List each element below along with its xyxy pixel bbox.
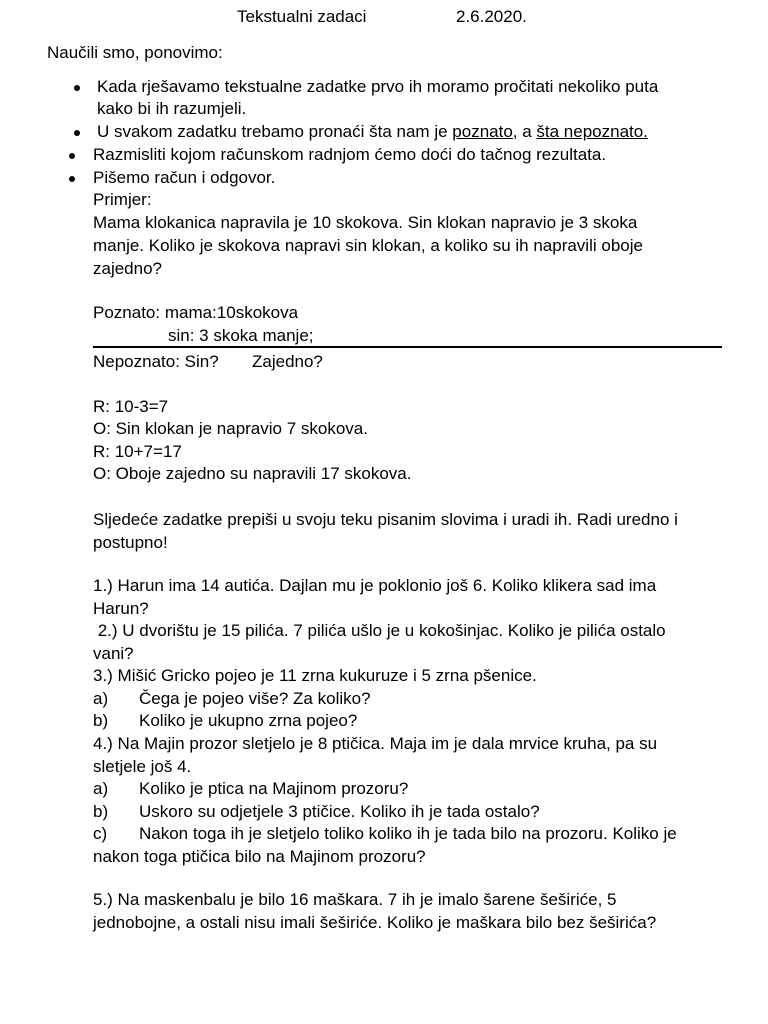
task-3: 3.) Mišić Gricko pojeo je 11 zrna kukuruze i 5 zrna pšenice. [93,666,537,685]
task-2-line-2: vani? [93,644,134,663]
task-4b: Uskoro su odjetjele 3 ptičice. Koliko ih je tada ostalo? [139,802,540,821]
task-4-line-2: sletjele još 4. [93,757,192,776]
task-3b-label: b) [93,711,109,730]
task-4a-label: a) [93,779,109,798]
instructions-line-2: postupno! [93,533,168,552]
bullet-2-prefix: U svakom zadatku trebamo pronaći šta nam je [97,122,453,141]
task-3a: Čega je pojeo više? Za koliko? [139,689,371,708]
example-text-line-1: Mama klokanica napravila je 10 skokova. Sin klokan napravio je 3 skoka [93,213,638,232]
unknown-label: Nepoznato: Sin? [93,352,219,371]
bullet-2-known: poznato [452,122,513,141]
answer-1: O: Sin klokan je napravio 7 skokova. [93,419,368,438]
task-4c-label: c) [93,824,108,843]
task-5-line-2: jednobojne, a ostali nisu imali šeširiće. Koliko je maškara bilo bez šeširića? [93,913,657,932]
task-2-line-1: 2.) U dvorištu je 15 pilića. 7 pilića ušlo je u kokošinjac. Koliko je pilića ostalo [93,621,666,640]
calc-2: R: 10+7=17 [93,442,182,461]
task-4c-line-1: Nakon toga ih je sletjelo toliko koliko ih je tada bilo na prozoru. Koliko je [139,824,677,843]
example-label: Primjer: [93,190,152,209]
calc-1: R: 10-3=7 [93,397,169,416]
task-4b-label: b) [93,802,109,821]
bullet-2-middle: , a [512,122,537,141]
bullet-icon [69,176,75,182]
bullet-icon [74,85,80,91]
bullet-2 [97,121,648,143]
task-3b: Koliko je ukupno zrna pojeo? [139,711,358,730]
task-4-line-1: 4.) Na Majin prozor sletjelo je 8 ptičica. Maja im je dala mrvice kruha, pa su [93,734,658,753]
known-line-1: Poznato: mama:10skokova [93,303,299,322]
task-1-line-2: Harun? [93,599,149,618]
answer-2: O: Oboje zajedno su napravili 17 skokova. [93,464,412,483]
task-5-line-1: 5.) Na maskenbalu je bilo 16 maškara. 7 ih je imalo šarene šeširiće, 5 [93,890,617,909]
bullet-4: Pišemo račun i odgovor. [93,168,276,187]
page-date: 2.6.2020. [456,7,527,26]
task-4c-line-2: nakon toga ptičica bilo na Majinom prozoru? [93,847,426,866]
bullet-3: Razmisliti kojom računskom radnjom ćemo doći do tačnog rezultata. [93,145,607,164]
task-3a-label: a) [93,689,109,708]
unknown-together: Zajedno? [252,352,323,371]
bullet-icon [74,130,80,136]
page-title: Tekstualni zadaci [237,7,367,26]
example-text-line-2: manje. Koliko je skokova napravi sin klokan, a koliko su ih napravili oboje [93,236,643,255]
task-1-line-1: 1.) Harun ima 14 autića. Dajlan mu je poklonio još 6. Koliko klikera sad ima [93,576,657,595]
bullet-2-unknown: šta nepoznato. [536,122,648,141]
divider-line [93,346,722,348]
example-text-line-3: zajedno? [93,259,163,278]
instructions-line-1: Sljedeće zadatke prepiši u svoju teku pisanim slovima i uradi ih. Radi uredno i [93,510,678,529]
bullet-1-line-2: kako bi ih razumjeli. [97,99,247,118]
bullet-icon [69,153,75,159]
bullet-1-line-1: Kada rješavamo tekstualne zadatke prvo ih moramo pročitati nekoliko puta [97,77,659,96]
task-4a: Koliko je ptica na Majinom prozoru? [139,779,409,798]
intro-heading: Naučili smo, ponovimo: [47,43,223,62]
known-line-2: sin: 3 skoka manje; [168,326,314,345]
